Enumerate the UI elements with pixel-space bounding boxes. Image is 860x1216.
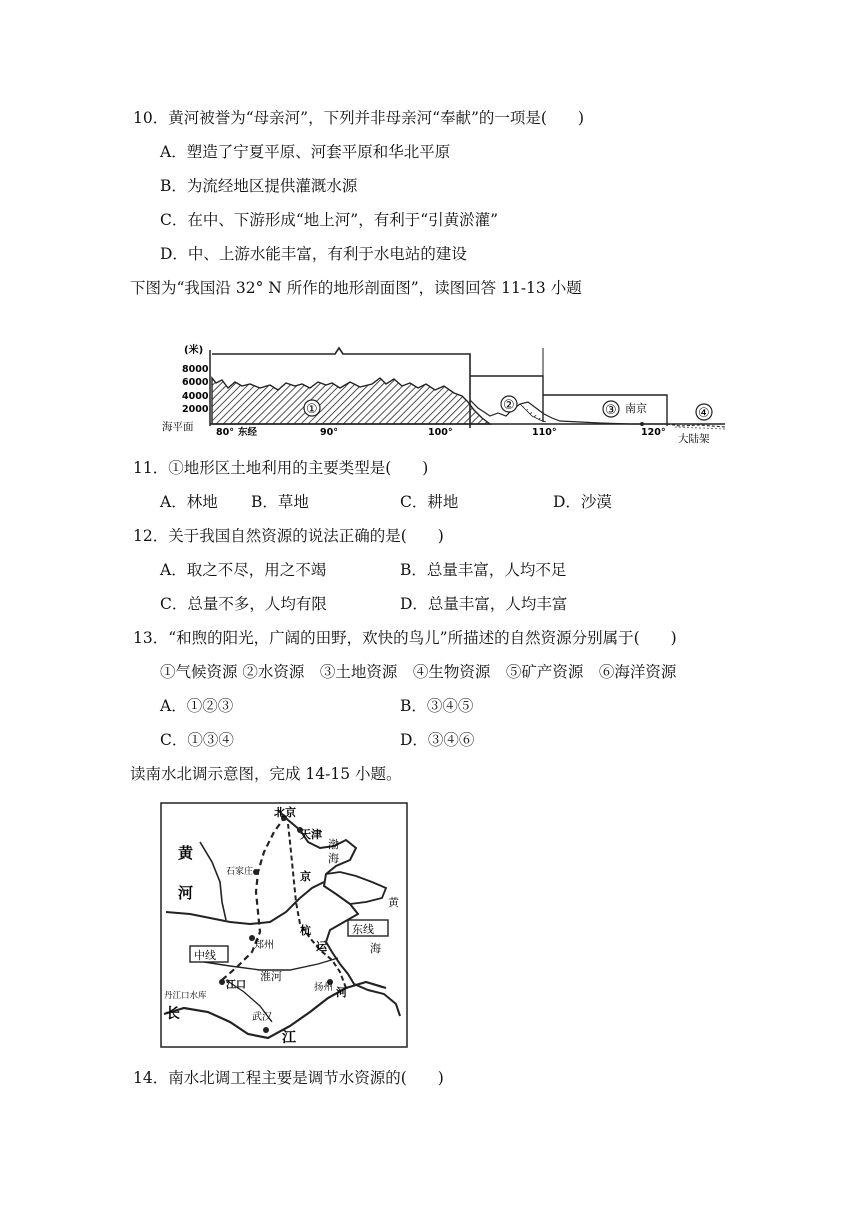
x-tick-120: 120° bbox=[641, 427, 666, 438]
q13-option-b: B．③④⑤ bbox=[400, 697, 474, 715]
label-yangzhou: 扬州 bbox=[314, 982, 334, 993]
q10-option-a: A．塑造了宁夏平原、河套平原和华北平原 bbox=[160, 143, 451, 161]
q14-stem: 14．南水北调工程主要是调节水资源的( ) bbox=[133, 1069, 444, 1087]
water-diversion-map bbox=[160, 802, 408, 1048]
label-huang-hai: 海 bbox=[370, 942, 381, 955]
region-marker-4: ④ bbox=[698, 406, 710, 421]
label-east-route: 东线 bbox=[352, 923, 374, 936]
label-yangtze-2: 江 bbox=[282, 1030, 296, 1046]
q11-option-d: D．沙漠 bbox=[553, 493, 612, 511]
label-canal-he: 河 bbox=[336, 986, 347, 999]
label-yellow-river-2: 河 bbox=[178, 884, 194, 902]
x-tick-90: 90° bbox=[320, 427, 338, 438]
shelf-label: 大陆架 bbox=[678, 433, 710, 445]
q12-option-a: A．取之不尽，用之不竭 bbox=[160, 561, 327, 579]
city-nanjing: 南京 bbox=[625, 402, 647, 415]
y-tick-8000: 8000 bbox=[182, 364, 209, 375]
label-yangtze-1: 长 bbox=[166, 1006, 180, 1022]
q13-option-c: C．①③④ bbox=[160, 731, 234, 749]
label-tianjin: 天津 bbox=[300, 828, 322, 841]
label-shijiazhuang: 石家庄 bbox=[226, 867, 254, 877]
q10-stem: 10．黄河被誉为“母亲河”，下列并非母亲河“奉献”的一项是( ) bbox=[133, 109, 585, 127]
label-canal-yun: 运 bbox=[316, 940, 327, 953]
x-tick-100: 100° bbox=[428, 427, 453, 438]
q13-resources: ①气候资源 ②水资源 ③土地资源 ④生物资源 ⑤矿产资源 ⑥海洋资源 bbox=[160, 663, 677, 681]
label-zhengzhou: 郑州 bbox=[254, 940, 274, 951]
q11-option-a: A．林地 bbox=[160, 493, 218, 511]
q12-stem: 12．关于我国自然资源的说法正确的是( ) bbox=[133, 527, 444, 545]
label-bo-hai: 海 bbox=[328, 852, 339, 865]
region-marker-1: ① bbox=[306, 402, 318, 417]
label-huai-river: 淮河 bbox=[260, 970, 282, 983]
q11-option-c: C．耕地 bbox=[400, 493, 459, 511]
region-marker-3: ③ bbox=[605, 403, 617, 418]
y-tick-4000: 4000 bbox=[182, 391, 209, 402]
q11-option-b: B．草地 bbox=[251, 493, 309, 511]
y-tick-6000: 6000 bbox=[182, 377, 209, 388]
label-beijing: 北京 bbox=[274, 806, 296, 819]
q10-option-c: C．在中、下游形成“地上河”，有利于“引黄淤灌” bbox=[160, 211, 499, 229]
label-yellow-river-1: 黄 bbox=[178, 844, 194, 862]
label-jiangkou: 江口 bbox=[226, 980, 246, 991]
label-wuhan: 武汉 bbox=[252, 1012, 272, 1023]
label-canal-jing: 京 bbox=[300, 870, 311, 883]
q12-option-d: D．总量丰富，人均丰富 bbox=[400, 595, 568, 613]
q11-stem: 11．①地形区土地利用的主要类型是( ) bbox=[133, 459, 429, 477]
q12-option-c: C．总量不多，人均有限 bbox=[160, 595, 327, 613]
label-canal-hang: 杭 bbox=[300, 924, 311, 937]
x-tick-110: 110° bbox=[532, 427, 557, 438]
q10-option-d: D．中、上游水能丰富，有利于水电站的建设 bbox=[160, 245, 467, 263]
q10-option-b: B．为流经地区提供灌溉水源 bbox=[160, 177, 358, 195]
label-danjiangkou-reservoir: 丹江口水库 bbox=[164, 991, 207, 1001]
x-tick-80: 80° bbox=[216, 427, 234, 438]
terrain-profile-figure bbox=[160, 338, 740, 450]
map-intro: 读南水北调示意图，完成 14-15 小题。 bbox=[130, 765, 402, 783]
profile-intro: 下图为“我国沿 32° N 所作的地形剖面图”，读图回答 11-13 小题 bbox=[130, 279, 582, 297]
region-marker-2: ② bbox=[503, 398, 515, 413]
sea-level-label: 海平面 bbox=[162, 421, 194, 433]
y-tick-2000: 2000 bbox=[182, 404, 209, 415]
q13-stem: 13．“和煦的阳光，广阔的田野，欢快的鸟儿”所描述的自然资源分别属于( ) bbox=[133, 629, 677, 647]
x-tick-east: 东经 bbox=[238, 427, 258, 438]
label-bo: 渤 bbox=[328, 838, 339, 851]
q13-option-d: D．③④⑥ bbox=[400, 731, 475, 749]
label-middle-route: 中线 bbox=[194, 949, 216, 962]
q13-option-a: A．①②③ bbox=[160, 697, 234, 715]
label-huang: 黄 bbox=[388, 896, 399, 909]
y-unit-label: (米) bbox=[184, 345, 204, 356]
q12-option-b: B．总量丰富，人均不足 bbox=[400, 561, 567, 579]
